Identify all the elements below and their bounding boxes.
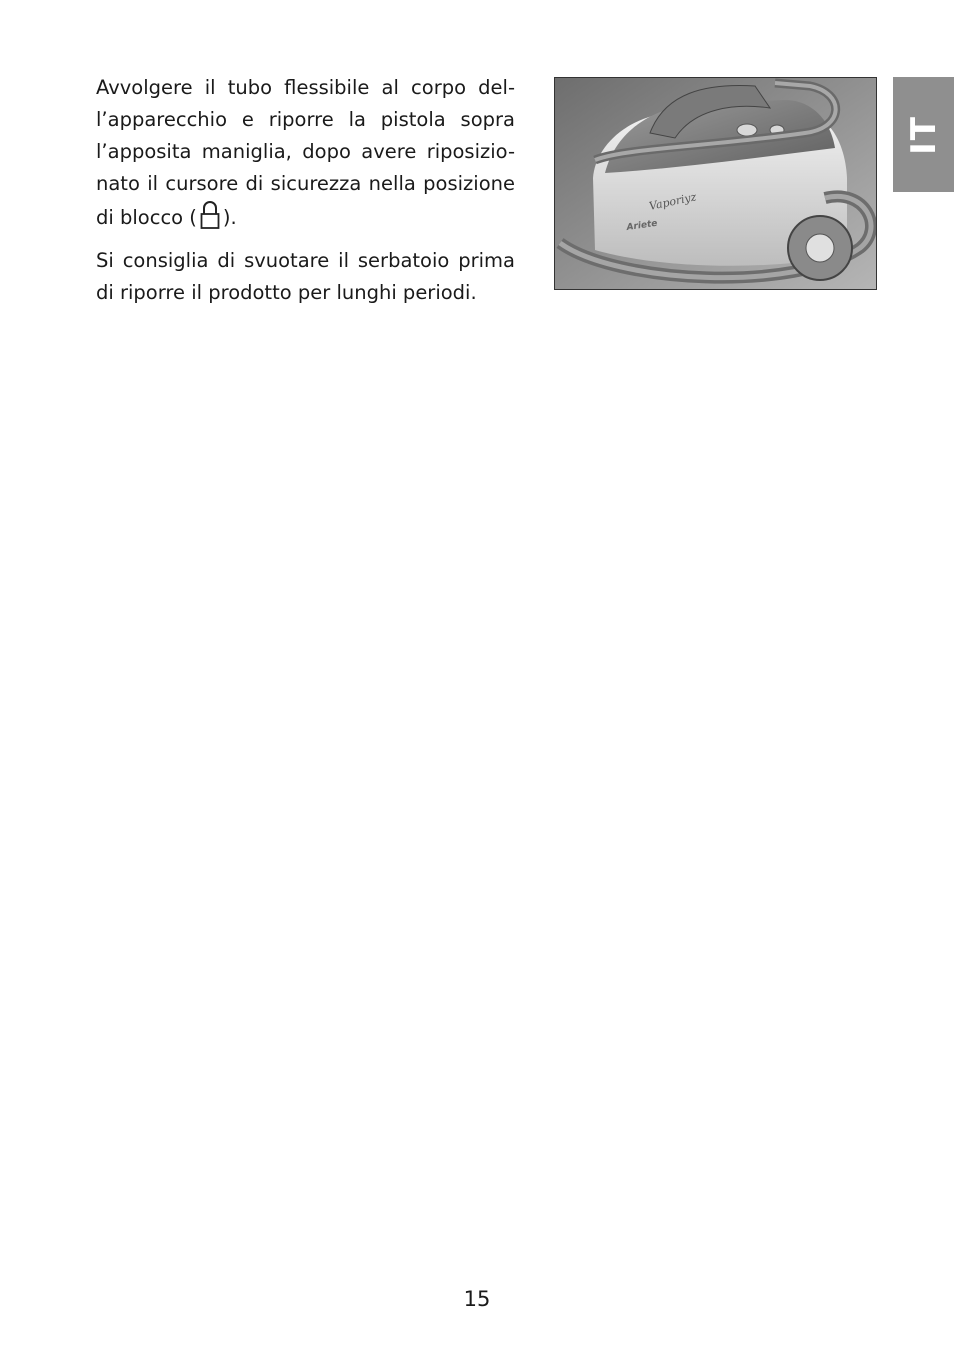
page-number: 15	[463, 1287, 491, 1311]
steam-cleaner-image	[554, 77, 877, 290]
language-tab-label: IT	[903, 114, 944, 155]
paragraph-storage	[96, 72, 515, 240]
paragraph-storage-end: ).	[222, 206, 237, 229]
paragraph-storage-text: Avvolgere il tubo flessibile al corpo del-l’apparecchio e riporre la pistola sopra l’apposita maniglia, dopo avere riposizio-nato il cursore di sicurezza nella posizione di blocco (	[96, 76, 515, 229]
instructions-text	[96, 72, 515, 314]
brand-logo: Ariete	[626, 218, 659, 233]
language-tab	[893, 77, 954, 192]
model-logo: Vaporiyz	[647, 190, 698, 213]
paragraph-empty-tank: Si consiglia di svuotare il serbatoio prima di riporre il prodotto per lunghi periodi.	[96, 249, 515, 304]
padlock-icon	[200, 200, 220, 240]
